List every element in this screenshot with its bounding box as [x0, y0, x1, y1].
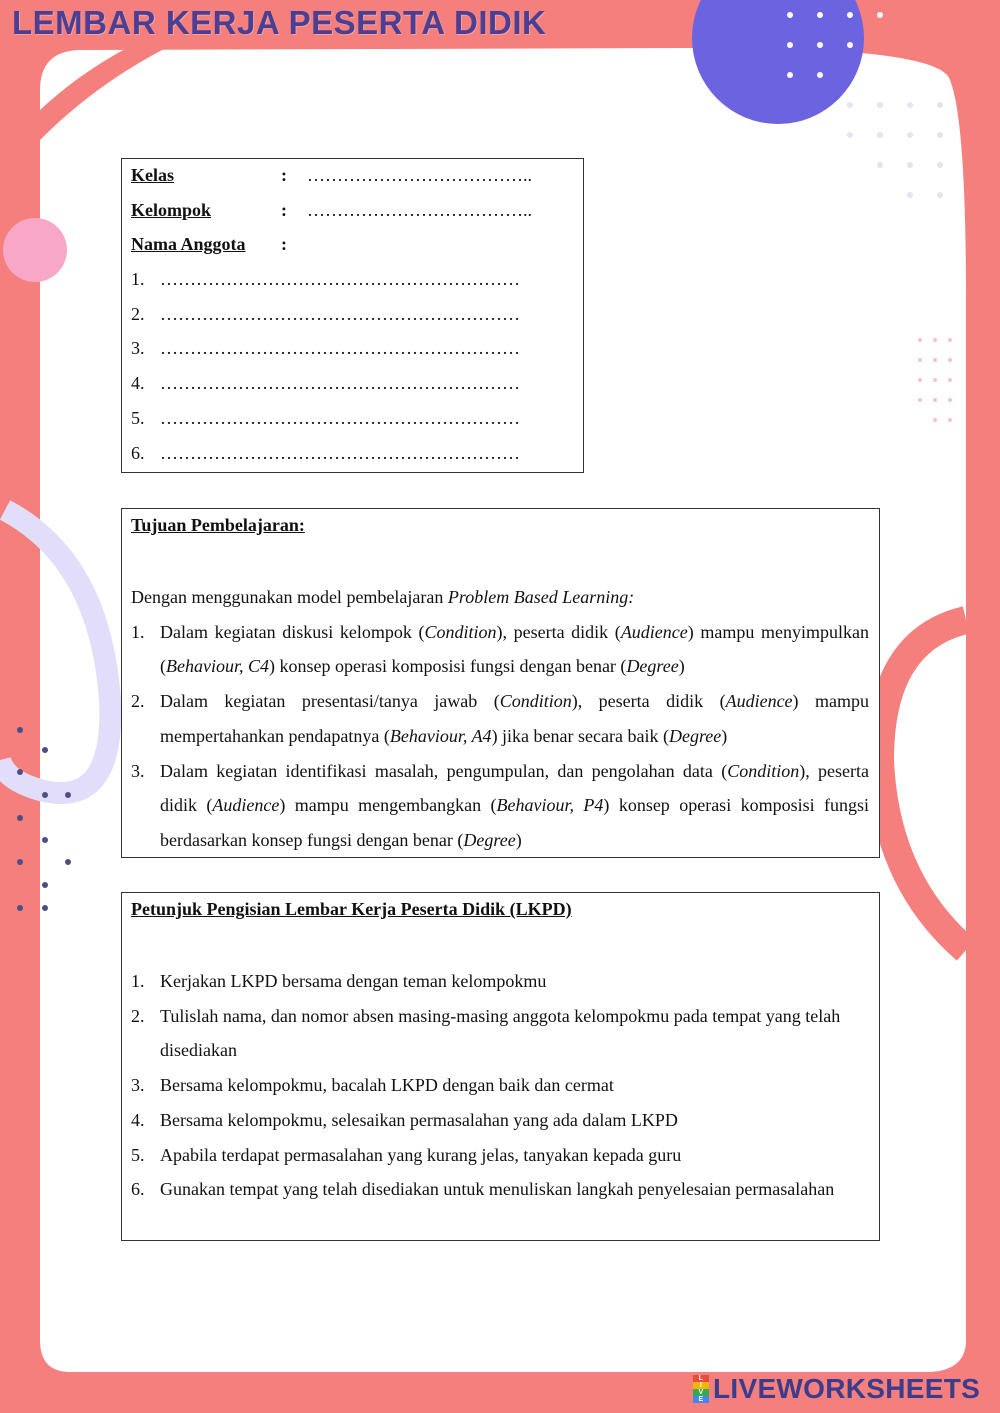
kelompok-colon: : — [281, 199, 287, 220]
pink-dot — [3, 218, 67, 282]
instruction-text: Bersama kelompokmu, bacalah LKPD dengan baik dan cermat — [160, 1075, 614, 1096]
anggota-row — [131, 230, 583, 265]
live-mark-icon: L I V E — [693, 1375, 709, 1403]
instruction-item — [131, 1138, 869, 1173]
objective-item — [131, 684, 869, 753]
member-row — [131, 369, 583, 404]
instruction-number: 6. — [131, 1179, 145, 1200]
member-field[interactable]: …………………………………………………… — [160, 407, 520, 428]
instruction-item — [131, 1068, 869, 1103]
objective-text: Dalam kegiatan identifikasi masalah, pengumpulan, dan pengolahan data (Condition), peserta didik (Audience) mampu mengembangkan (Behaviour, P4) konsep operasi komposisi fungsi berdasarkan konsep fungsi dengan benar (Degree) — [160, 760, 870, 850]
member-row — [131, 404, 583, 439]
instruction-item — [131, 1103, 869, 1138]
instruction-number: 4. — [131, 1109, 145, 1130]
instruction-text: Tulislah nama, dan nomor absen masing-masing anggota kelompokmu pada tempat yang telah disediakan — [160, 1005, 841, 1061]
member-row — [131, 265, 583, 300]
kelas-label: Kelas — [131, 165, 174, 185]
member-field[interactable]: …………………………………………………… — [160, 303, 520, 324]
member-field[interactable]: …………………………………………………… — [160, 269, 520, 290]
instruction-item — [131, 1172, 869, 1207]
member-row — [131, 300, 583, 335]
member-number: 3. — [131, 338, 145, 359]
anggota-label: Nama Anggota — [131, 234, 246, 255]
instructions-heading: Petunjuk Pengisian Lembar Kerja Peserta Didik (LKPD) — [131, 899, 572, 919]
instruction-number: 1. — [131, 971, 145, 991]
page-title: LEMBAR KERJA PESERTA DIDIK — [12, 4, 547, 41]
kelas-field[interactable]: ……………………………….. — [307, 165, 532, 185]
anggota-colon: : — [281, 234, 287, 255]
kelompok-field[interactable]: ……………………………….. — [307, 199, 532, 220]
kelompok-label: Kelompok — [131, 199, 212, 220]
instruction-number: 3. — [131, 1075, 145, 1096]
intro-text: Dengan menggunakan model pembelajaran — [131, 587, 444, 607]
objective-item — [131, 754, 869, 858]
instruction-text: Bersama kelompokmu, selesaikan permasalahan yang ada dalam LKPD — [160, 1109, 678, 1130]
intro-model: Problem Based Learning: — [447, 587, 635, 607]
instruction-number: 5. — [131, 1144, 145, 1165]
member-number: 6. — [131, 442, 145, 463]
logo-text: LIVEWORKSHEETS — [713, 1373, 981, 1404]
kelompok-row — [131, 196, 583, 231]
instruction-item — [131, 999, 869, 1068]
member-row — [131, 439, 583, 474]
objective-item — [131, 615, 869, 684]
member-number: 1. — [131, 269, 145, 290]
member-number: 5. — [131, 407, 145, 428]
instruction-text: Apabila terdapat permasalahan yang kurang jelas, tanyakan kepada guru — [160, 1144, 682, 1165]
objective-number: 3. — [131, 760, 145, 781]
identity-box — [121, 158, 584, 473]
objective-text: Dalam kegiatan presentasi/tanya jawab (Condition), peserta didik (Audience) mampu mempertahankan pendapatnya (Behaviour, A4) jika benar secara baik (Degree) — [160, 691, 869, 746]
objectives-heading: Tujuan Pembelajaran: — [131, 515, 305, 535]
objective-number: 2. — [131, 691, 145, 712]
kelas-colon: : — [281, 165, 287, 185]
member-field[interactable]: …………………………………………………… — [160, 338, 520, 359]
liveworksheets-logo[interactable] — [693, 1372, 980, 1406]
instructions-box — [121, 892, 880, 1241]
objective-number: 1. — [131, 621, 145, 642]
member-row — [131, 334, 583, 369]
instruction-text: Gunakan tempat yang telah disediakan untuk menuliskan langkah penyelesaian permasalahan — [160, 1179, 835, 1200]
member-number: 2. — [131, 303, 145, 324]
member-field[interactable]: …………………………………………………… — [160, 373, 520, 394]
kelas-row — [131, 161, 583, 196]
instruction-item — [131, 964, 869, 999]
member-number: 4. — [131, 373, 145, 394]
instruction-number: 2. — [131, 1005, 145, 1026]
objectives-intro — [131, 580, 869, 615]
objective-text: Dalam kegiatan diskusi kelompok (Condition), peserta didik (Audience) mampu menyimpulkan (Behaviour, C4) konsep operasi komposisi fungsi dengan benar (Degree) — [160, 621, 869, 677]
member-field[interactable]: …………………………………………………… — [160, 442, 520, 463]
instruction-text: Kerjakan LKPD bersama dengan teman kelompokmu — [160, 971, 547, 991]
objectives-box — [121, 508, 880, 858]
